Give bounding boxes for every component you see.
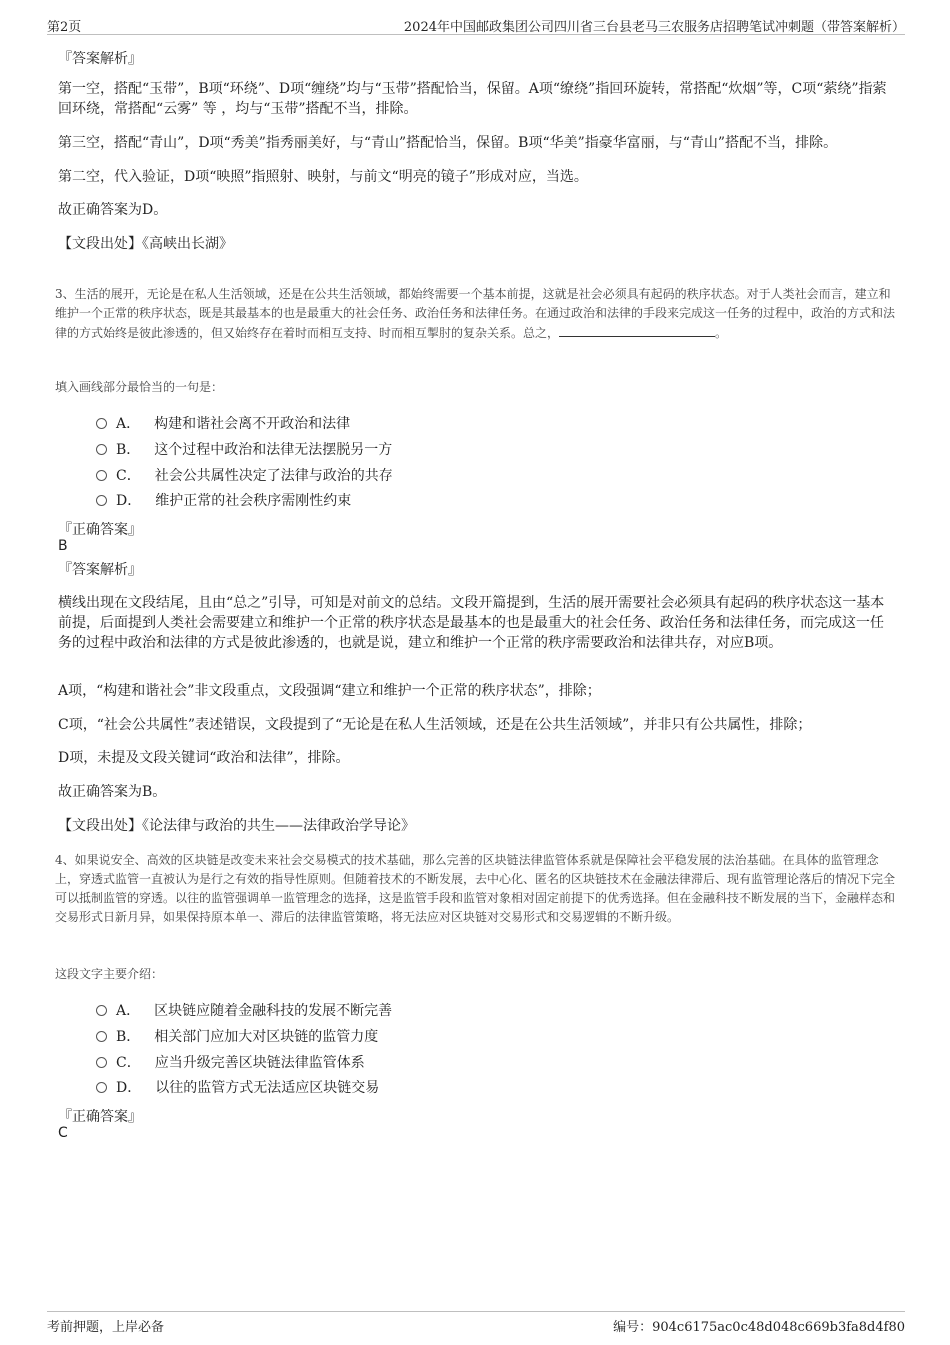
radio-icon[interactable] — [96, 1082, 107, 1093]
correct-answer: B — [58, 538, 68, 554]
question-4-text: 4、如果说安全、高效的区块链是改变未来社会交易模式的技术基础，那么完善的区块链法律监管体系就是保障社会平稳发展的法治基础。在具体的监管理念上，穿透式监管一直被认为是行之有效的指导性原则。但随着技术的不断发展，去中心化、匿名的区块链技术在金融法律滞后、现有监管理论落后的情况下完全可以抵制监管的穿透。以往的监管强调单一监管理念的选择，这是监管手段和监管对象相对固定前提下的优秀选择。但在金融科技不断发展的当下，金融样态和交易形式日新月异，如果保持原本单一、滞后的法律监管策略，将无法应对区块链对交易形式和交易逻辑的不断升级。 — [55, 853, 896, 924]
document-title: 2024年中国邮政集团公司四川省三台县老马三农服务店招聘笔试冲刺题（带答案解析） — [403, 20, 905, 35]
analysis-paragraph: 第三空，搭配“青山”，D项“秀美”指秀丽美好，与“青山”搭配恰当，保留。B项“华美”指豪华富丽，与“青山”搭配不当，排除。 — [58, 135, 838, 151]
analysis-label: 『答案解析』 — [58, 51, 142, 67]
option-d[interactable]: D． 维护正常的社会秩序需刚性约束 — [96, 491, 351, 511]
page-number: 第2页 — [47, 20, 82, 35]
source-citation: 【文段出处】《高峡出长湖》 — [58, 236, 233, 252]
option-c[interactable]: C． 应当升级完善区块链法律监管体系 — [96, 1053, 365, 1073]
option-b[interactable]: B． 相关部门应加大对区块链的监管力度 — [96, 1027, 378, 1047]
radio-icon[interactable] — [96, 495, 107, 506]
question-4-prompt: 这段文字主要介绍： — [55, 967, 164, 981]
option-d[interactable]: D． 以往的监管方式无法适应区块链交易 — [96, 1078, 379, 1098]
radio-icon[interactable] — [96, 1057, 107, 1068]
analysis-paragraph: 第一空，搭配“玉带”，B项“环绕”、D项“缠绕”均与“玉带”搭配恰当，保留。A项“缭绕”指回环旋转，常搭配“炊烟”等，C项“萦绕”指萦回环绕，常搭配“云雾” 等 ，均与“玉带”搭配不当，排除。 — [58, 81, 887, 117]
radio-icon[interactable] — [96, 1005, 107, 1016]
radio-icon[interactable] — [96, 418, 107, 429]
question-3-text: 3、生活的展开，无论是在私人生活领域，还是在公共生活领域，都始终需要一个基本前提，这就是社会必须具有起码的秩序状态。对于人类社会而言，建立和维护一个正常的秩序状态，既是其最基本的也是最重大的社会任务、政治任务和法律任务。在通过政治和法律的手段来完成这一任务的过程中，政治的方式和法律的方式始终是彼此渗透的，但又始终存在着时而相互支持、时而相互掣肘的复杂关系。总之， 。 — [55, 287, 896, 340]
radio-icon[interactable] — [96, 1031, 107, 1042]
option-c[interactable]: C． 社会公共属性决定了法律与政治的共存 — [96, 466, 393, 486]
option-a[interactable]: A． 区块链应随着金融科技的发展不断完善 — [96, 1001, 392, 1021]
source-citation: 【文段出处】《论法律与政治的共生——法律政治学导论》 — [58, 818, 415, 834]
option-a[interactable]: A． 构建和谐社会离不开政治和法律 — [96, 414, 350, 434]
analysis-label: 『答案解析』 — [58, 562, 142, 578]
page-footer — [47, 1311, 905, 1336]
question-3-prompt: 填入画线部分最恰当的一句是： — [55, 380, 224, 394]
analysis-paragraph: C项，“社会公共属性”表述错误，文段提到了“无论是在私人生活领域，还是在公共生活领域”，并非只有公共属性，排除； — [58, 717, 812, 733]
page-header — [47, 12, 905, 35]
document-id: 编号：904c6175ac0c48d048c669b3fa8d4f80 — [613, 1320, 905, 1335]
analysis-conclusion: 故正确答案为D。 — [58, 202, 168, 218]
correct-answer-label: 『正确答案』 — [58, 1109, 142, 1125]
correct-answer: C — [58, 1125, 68, 1141]
analysis-paragraph: 横线出现在文段结尾，且由“总之”引导，可知是对前文的总结。文段开篇提到，生活的展开需要社会必须具有起码的秩序状态这一基本前提，后面提到人类社会需要建立和维护一个正常的秩序状态是最基本的也是最重大的社会任务、政治任务和法律任务，而完成这一任务的过程中政治和法律的方式是彼此渗透的，也就是说，建立和维护一个正常的秩序需要政治和法律共存，对应B项。 — [58, 595, 885, 651]
option-b[interactable]: B． 这个过程中政治和法律无法摆脱另一方 — [96, 440, 392, 460]
correct-answer-label: 『正确答案』 — [58, 522, 142, 538]
analysis-paragraph: A项，“构建和谐社会”非文段重点，文段强调“建立和维护一个正常的秩序状态”，排除； — [58, 683, 601, 699]
footer-slogan: 考前押题，上岸必备 — [47, 1320, 165, 1335]
answer-blank — [559, 323, 715, 337]
analysis-paragraph: D项，未提及文段关键词“政治和法律”，排除。 — [58, 750, 350, 766]
analysis-paragraph: 第二空，代入验证，D项“映照”指照射、映射，与前文“明亮的镜子”形成对应，当选。 — [58, 169, 588, 185]
radio-icon[interactable] — [96, 470, 107, 481]
radio-icon[interactable] — [96, 444, 107, 455]
analysis-conclusion: 故正确答案为B。 — [58, 784, 167, 800]
